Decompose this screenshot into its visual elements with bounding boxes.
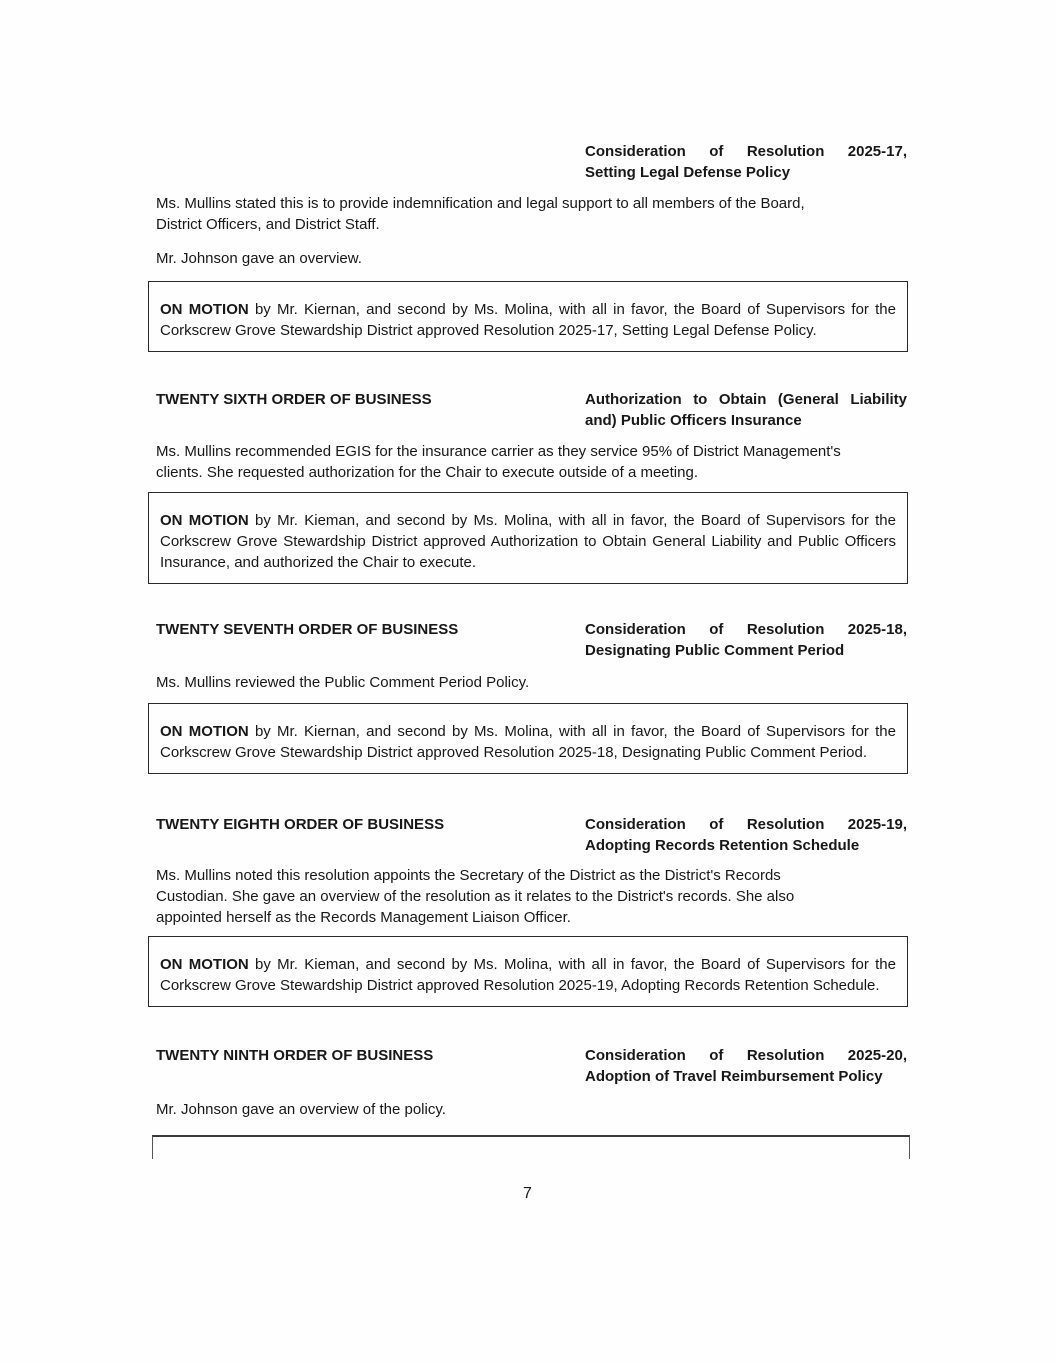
- intro-paragraph-1: [156, 193, 805, 235]
- paragraph-line: Ms. Mullins stated this is to provide indemnification and legal support to all members of the Board,: [156, 195, 805, 212]
- motion-box-resolution-2025-17: [148, 281, 908, 352]
- motion-text: by Mr. Kiernan, and second by Ms. Molina, with all in favor, the Board of Supervisors for the: [248, 301, 896, 318]
- section-28-order-label: TWENTY EIGHTH ORDER OF BUSINESS: [156, 816, 445, 833]
- resolution-2025-17-heading: [585, 141, 907, 183]
- motion-line: [160, 721, 896, 742]
- motion-text: by Mr. Kieman, and second by Ms. Molina, with all in favor, the Board of Supervisors for the: [248, 956, 896, 973]
- section-26-paragraph: [156, 441, 841, 483]
- heading-line: Authorization to Obtain (General Liability: [585, 391, 907, 408]
- section-29-paragraph: [156, 1099, 446, 1120]
- partial-motion-box: [152, 1135, 910, 1159]
- paragraph-line: Ms. Mullins reviewed the Public Comment Period Policy.: [156, 674, 530, 691]
- heading-line: Consideration of Resolution 2025-18,: [585, 621, 907, 638]
- motion-prefix: ON MOTION: [160, 301, 249, 318]
- section-26-title: [585, 389, 907, 431]
- paragraph-line: appointed herself as the Records Management Liaison Officer.: [156, 909, 571, 926]
- motion-prefix: ON MOTION: [160, 723, 249, 740]
- paragraph-line: Mr. Johnson gave an overview.: [156, 250, 362, 267]
- heading-line: Consideration of Resolution 2025-17,: [585, 143, 907, 160]
- section-27-order-label: TWENTY SEVENTH ORDER OF BUSINESS: [156, 621, 459, 638]
- paragraph-line: Custodian. She gave an overview of the resolution as it relates to the District's records. She also: [156, 888, 795, 905]
- heading-line: Adoption of Travel Reimbursement Policy: [585, 1068, 883, 1085]
- motion-box-resolution-2025-19: [148, 936, 908, 1007]
- motion-text: by Mr. Kiernan, and second by Ms. Molina, with all in favor, the Board of Supervisors for the: [248, 723, 896, 740]
- motion-line: Corkscrew Grove Stewardship District approved Resolution 2025-18, Designating Public Comment Period.: [160, 744, 867, 761]
- heading-line: Consideration of Resolution 2025-20,: [585, 1047, 907, 1064]
- section-26-order-label: TWENTY SIXTH ORDER OF BUSINESS: [156, 391, 432, 408]
- heading-line: Setting Legal Defense Policy: [585, 164, 791, 181]
- heading-line: Consideration of Resolution 2025-19,: [585, 816, 907, 833]
- motion-line: Corkscrew Grove Stewardship District approved Resolution 2025-17, Setting Legal Defense Policy.: [160, 322, 817, 339]
- motion-line: [160, 510, 896, 531]
- motion-line: [160, 954, 896, 975]
- paragraph-line: District Officers, and District Staff.: [156, 216, 380, 233]
- motion-line: Insurance, and authorized the Chair to execute.: [160, 554, 477, 571]
- motion-text: by Mr. Kieman, and second by Ms. Molina, with all in favor, the Board of Supervisors for the: [248, 512, 896, 529]
- section-28-paragraph: [156, 865, 794, 928]
- page-number: 7: [523, 1185, 532, 1202]
- heading-line: and) Public Officers Insurance: [585, 412, 802, 429]
- motion-line: Corkscrew Grove Stewardship District approved Authorization to Obtain General Liability and Public Officers: [160, 533, 896, 550]
- section-29-order-label: TWENTY NINTH ORDER OF BUSINESS: [156, 1047, 434, 1064]
- motion-prefix: ON MOTION: [160, 956, 249, 973]
- motion-line: Corkscrew Grove Stewardship District approved Resolution 2025-19, Adopting Records Retention Schedule.: [160, 977, 880, 994]
- paragraph-line: Mr. Johnson gave an overview of the policy.: [156, 1101, 446, 1118]
- section-28-title: [585, 814, 907, 856]
- motion-line: [160, 299, 896, 320]
- motion-prefix: ON MOTION: [160, 512, 249, 529]
- section-29-title: [585, 1045, 907, 1087]
- intro-paragraph-2: [156, 248, 362, 269]
- motion-box-insurance: [148, 492, 908, 584]
- paragraph-line: Ms. Mullins recommended EGIS for the insurance carrier as they service 95% of District Management's: [156, 443, 841, 460]
- section-27-title: [585, 619, 907, 661]
- section-27-paragraph: [156, 672, 529, 693]
- heading-line: Designating Public Comment Period: [585, 642, 845, 659]
- paragraph-line: clients. She requested authorization for the Chair to execute outside of a meeting.: [156, 464, 698, 481]
- motion-box-resolution-2025-18: [148, 703, 908, 774]
- heading-line: Adopting Records Retention Schedule: [585, 837, 860, 854]
- paragraph-line: Ms. Mullins noted this resolution appoints the Secretary of the District as the District's Records: [156, 867, 781, 884]
